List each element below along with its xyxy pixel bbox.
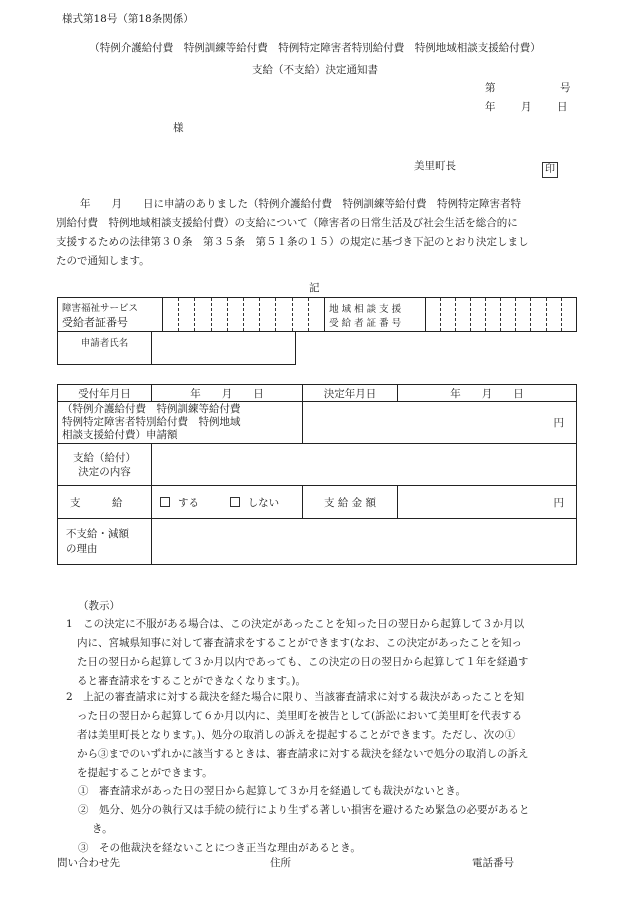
notes-sub2-line2: き。 <box>92 823 113 835</box>
applicant-label: 申請者氏名 <box>58 332 152 365</box>
cert-label-cell <box>58 298 163 332</box>
addressee-sama: 様 <box>173 122 184 134</box>
notes-sub3: ③ その他裁決を経ないことにつき正当な理由があるとき。 <box>78 842 361 854</box>
applied-amount-value <box>303 402 577 444</box>
content-value <box>152 444 577 486</box>
checkbox-yes <box>160 497 170 507</box>
notes-item1 <box>66 615 528 691</box>
reason-label-line2: の理由 <box>66 542 98 555</box>
date-year: 年 <box>485 101 496 113</box>
cert-digit-cell <box>276 298 292 332</box>
form-number: 様式第18号（第18条関係） <box>62 13 194 25</box>
option-no-label: しない <box>247 496 280 509</box>
reason-label <box>58 519 152 565</box>
body-line: たので通知します。 <box>56 255 150 267</box>
regional-digit-cell <box>516 298 531 332</box>
decision-table <box>57 384 577 565</box>
ki-label: 記 <box>309 282 320 294</box>
date-month: 月 <box>521 101 532 113</box>
notes-sub2-line1: ② 処分、処分の執行又は手続の続行により生ずる著しい損害を避けるため緊急の必要があると <box>78 804 530 816</box>
applicant-name-cell <box>152 332 296 365</box>
body-line: 支援するための法律第３０条 第３５条 第５１条の１５）の規定に基づき下記のとおり決定しまし <box>56 236 529 248</box>
notes-line: ると審査請求をすることができなくなります。)。 <box>77 675 307 687</box>
certificate-table <box>57 297 577 332</box>
body-line: 年 月 日に申請のありました（特例介護給付費 特例訓練等給付費 特例特定障害者特 <box>80 198 521 210</box>
applied-amount-label <box>58 402 303 444</box>
decision-date-value: 年 月 日 <box>398 385 577 402</box>
body-line: 別給付費 特例地域相談支援給付費）の支給について（障害者の日常生活及び社会生活を総合的に <box>56 217 518 229</box>
cert-digit-cell <box>292 298 308 332</box>
content-label-line2: 決定の内容 <box>78 465 131 478</box>
regional-label-cell <box>325 298 426 332</box>
seal-text: 印 <box>542 162 558 178</box>
applied-amount-label-line2: 特例特定障害者特別給付費 特例地域 <box>62 416 241 428</box>
notes-line: った日の翌日から起算して６か月以内に、美里町を被告として(訴訟において美里町を代表する <box>77 710 523 722</box>
regional-digit-cell <box>486 298 501 332</box>
footer-contact: 問い合わせ先 <box>57 857 120 869</box>
payment-amount-value <box>398 486 577 519</box>
checkbox-no <box>230 497 240 507</box>
notes-line: から③までのいずれかに該当するときは、審査請求に対する裁決を経ないで処分の取消しの訴え <box>77 748 529 760</box>
cert-label-line2: 受給者証番号 <box>62 315 128 329</box>
document-title-line1: （特例介護給付費 特例訓練等給付費 特例特定障害者特別給付費 特例地域相談支援給付費） <box>89 42 541 54</box>
notes-line: 1 この決定に不服がある場合は、この決定があったことを知った日の翌日から起算して３か月以 <box>66 618 525 630</box>
seal-mark <box>542 157 558 178</box>
cert-digit-cell <box>243 298 259 332</box>
regional-digit-cell <box>425 298 440 332</box>
cert-digit-cell <box>260 298 276 332</box>
option-yes-label: する <box>178 496 199 509</box>
body-paragraph <box>56 195 586 271</box>
document-title: 支給（不支給）決定通知書 <box>252 64 378 76</box>
footer-phone: 電話番号 <box>472 857 514 869</box>
regional-digit-cell <box>501 298 516 332</box>
notes-item2 <box>66 688 529 783</box>
cert-digit-cell <box>162 298 178 332</box>
notes-line: 2 上記の審査請求に対する裁決を経た場合に限り、当該審査請求に対する裁決があったことを知 <box>66 691 525 703</box>
payment-label: 支 給 <box>58 486 152 519</box>
payment-options <box>152 486 303 519</box>
notes-sub-items <box>78 782 530 858</box>
cert-digit-cell <box>211 298 227 332</box>
content-label <box>58 444 152 486</box>
notes-line: 者は美里町長となります。)、処分の取消しの訴えを提起することができます。ただし、次の① <box>77 729 516 741</box>
content-label-line1: 支給（給付） <box>73 451 136 464</box>
cert-digit-cell <box>308 298 324 332</box>
reason-value <box>152 519 577 565</box>
notes-line: 内に、宮城県知事に対して審査請求をすることができます(なお、この決定があったことを知っ <box>77 637 522 649</box>
number-dai: 第 <box>485 82 496 94</box>
regional-label-line2: 受 給 者 証 番 号 <box>329 317 402 329</box>
regional-digit-cell <box>546 298 561 332</box>
footer-address: 住所 <box>270 857 291 869</box>
regional-digit-cell <box>455 298 470 332</box>
yen-unit: 円 <box>553 496 564 509</box>
cert-digit-cell <box>195 298 211 332</box>
notes-line: を提起することができます。 <box>77 767 213 779</box>
notes-heading: （教示） <box>78 600 120 612</box>
received-date-label: 受付年月日 <box>58 385 152 402</box>
notes-sub1: ① 審査請求があった日の翌日から起算して３か月を経過しても裁決がないとき。 <box>78 785 466 797</box>
date-day: 日 <box>557 101 568 113</box>
mayor-name: 美里町長 <box>414 160 456 172</box>
regional-digit-cell <box>440 298 455 332</box>
regional-label-line1: 地 域 相 談 支 援 <box>329 303 402 315</box>
cert-label-line1: 障害福祉サービス <box>62 302 139 314</box>
notes-line: た日の翌日から起算して３か月以内であっても、この決定の日の翌日から起算して１年を経過す <box>77 656 529 668</box>
cert-digit-cell <box>227 298 243 332</box>
number-go: 号 <box>560 82 571 94</box>
applied-amount-label-line1: （特例介護給付費 特例訓練等給付費 <box>62 403 241 415</box>
regional-digit-cell <box>561 298 576 332</box>
reason-label-line1: 不支給・減額 <box>66 527 129 540</box>
applied-amount-label-line3: 相談支援給付費）申請額 <box>62 429 178 441</box>
regional-digit-cell <box>531 298 546 332</box>
received-date-value: 年 月 日 <box>152 385 303 402</box>
applicant-table <box>57 331 296 365</box>
regional-digit-cell <box>470 298 485 332</box>
cert-digit-cell <box>179 298 195 332</box>
decision-date-label: 決定年月日 <box>303 385 398 402</box>
payment-amount-label: 支 給 金 額 <box>303 486 398 519</box>
yen-unit: 円 <box>553 417 564 429</box>
